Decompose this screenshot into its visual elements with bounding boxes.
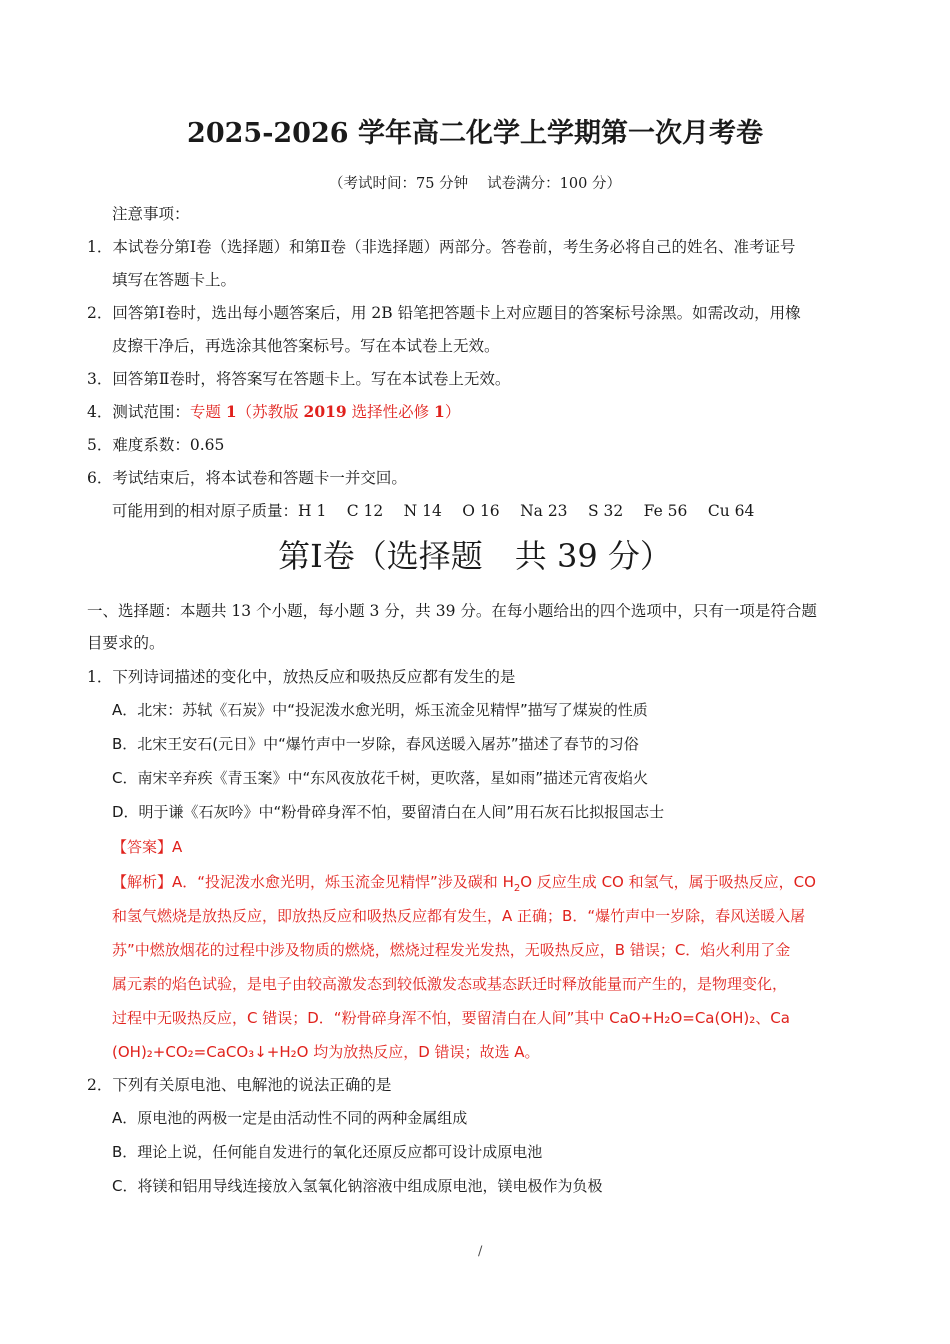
exam-subtitle: （考试时间：75 分钟 试卷满分：100 分） [329,176,621,192]
q1-explanation-line-2: 和氢气燃烧是放热反应，即放热反应和吸热反应都有发生，A 正确；B．“爆竹声中一岁除，春风送暖入屠 [112,907,806,925]
note-5: 5．难度系数：0.65 [87,436,225,454]
section-intro-line-2: 目要求的。 [87,634,165,652]
q1-explanation-line-4: 属元素的焰色试验，是电子由较高激发态到较低激发态或基态跃迁时释放能量而产生的，是物理变化， [112,975,788,993]
note-4-scope-c: （苏教版 [236,403,304,421]
note-1-line-1: 1．本试卷分第Ⅰ卷（选择题）和第Ⅱ卷（非选择题）两部分。答卷前，考生务必将自己的姓名、准考证号 [87,238,796,256]
note-4 [87,401,460,423]
notes-heading: 注意事项： [112,205,190,223]
note-4-scope-f: 1 [434,402,445,421]
q1-explanation-line-6: (OH)₂+CO₂=CaCO₃↓+H₂O 均为放热反应，D 错误；故选 A。 [112,1043,540,1061]
note-3: 3．回答第Ⅱ卷时，将答案写在答题卡上。写在本试卷上无效。 [87,370,511,388]
q1-answer: 【答案】A [112,838,183,856]
note-4-scope-b: 1 [225,402,237,421]
note-4-scope-g: ） [444,403,461,421]
q2-option-b: B．理论上说，任何能自发进行的氧化还原反应都可设计成原电池 [112,1143,543,1161]
note-2-line-1: 2．回答第Ⅰ卷时，选出每小题答案后，用 2B 铅笔把答题卡上对应题目的答案标号涂黑。如需改动，用橡 [87,304,801,322]
q1-stem: 1．下列诗词描述的变化中，放热反应和吸热反应都有发生的是 [87,668,516,686]
q1-ex1-sub: 2 [513,883,521,894]
q1-option-d: D．明于谦《石灰吟》中“粉骨碎身浑不怕，要留清白在人间”用石灰石比拟报国志士 [112,803,665,821]
note-6: 6．考试结束后，将本试卷和答题卡一并交回。 [87,469,407,487]
q1-explanation-line-1 [112,871,816,893]
q1-explanation-line-3: 苏”中燃放烟花的过程中涉及物质的燃烧，燃烧过程发光发热，无吸热反应，B 错误；C．焰火利用了金 [112,941,791,959]
q1-ex1-b: O 反应生成 CO 和氢气，属于吸热反应，CO [520,873,816,891]
q1-option-b: B．北宋王安石(元日》中“爆竹声中一岁除，春风送暖入屠苏”描述了春节的习俗 [112,735,639,753]
q1-explanation-line-5: 过程中无吸热反应，C 错误；D．“粉骨碎身浑不怕，要留清白在人间”其中 CaO+H₂O=Ca(OH)₂、Ca [112,1009,790,1027]
note-1-line-2: 填写在答题卡上。 [112,271,237,289]
page-footer: / [478,1244,483,1259]
q2-option-c: C．将镁和铝用导线连接放入氢氧化钠溶液中组成原电池，镁电极作为负极 [112,1177,603,1195]
section-title: 第Ⅰ卷（选择题 共 39 分） [278,537,672,575]
q1-ex1-a: 【解析】A．“投泥泼水愈光明，烁玉流金见精悍”涉及碳和 H [112,873,514,891]
q2-stem: 2．下列有关原电池、电解池的说法正确的是 [87,1076,392,1094]
note-4-prefix: 4．测试范围： [87,403,190,421]
q2-option-a: A．原电池的两极一定是由活动性不同的两种金属组成 [112,1109,468,1127]
atomic-masses: 可能用到的相对原子质量：H 1 C 12 N 14 O 16 Na 23 S 32 Fe 56 Cu 64 [112,502,755,520]
note-2-line-2: 皮擦干净后，再选涂其他答案标号。写在本试卷上无效。 [112,337,500,355]
q1-option-a: A．北宋：苏轼《石炭》中“投泥泼水愈光明，烁玉流金见精悍”描写了煤炭的性质 [112,701,648,719]
section-intro-line-1: 一、选择题：本题共 13 个小题，每小题 3 分，共 39 分。在每小题给出的四个选项中，只有一项是符合题 [87,602,817,620]
note-4-scope-a: 专题 [189,403,226,421]
note-4-scope-d: 2019 [303,402,347,421]
q1-option-c: C．南宋辛弃疾《青玉案》中“东风夜放花千树，更吹落，星如雨”描述元宵夜焰火 [112,769,649,787]
note-4-scope-e: 选择性必修 [346,403,435,421]
exam-title: 2025-2026 学年高二化学上学期第一次月考卷 [187,118,763,149]
